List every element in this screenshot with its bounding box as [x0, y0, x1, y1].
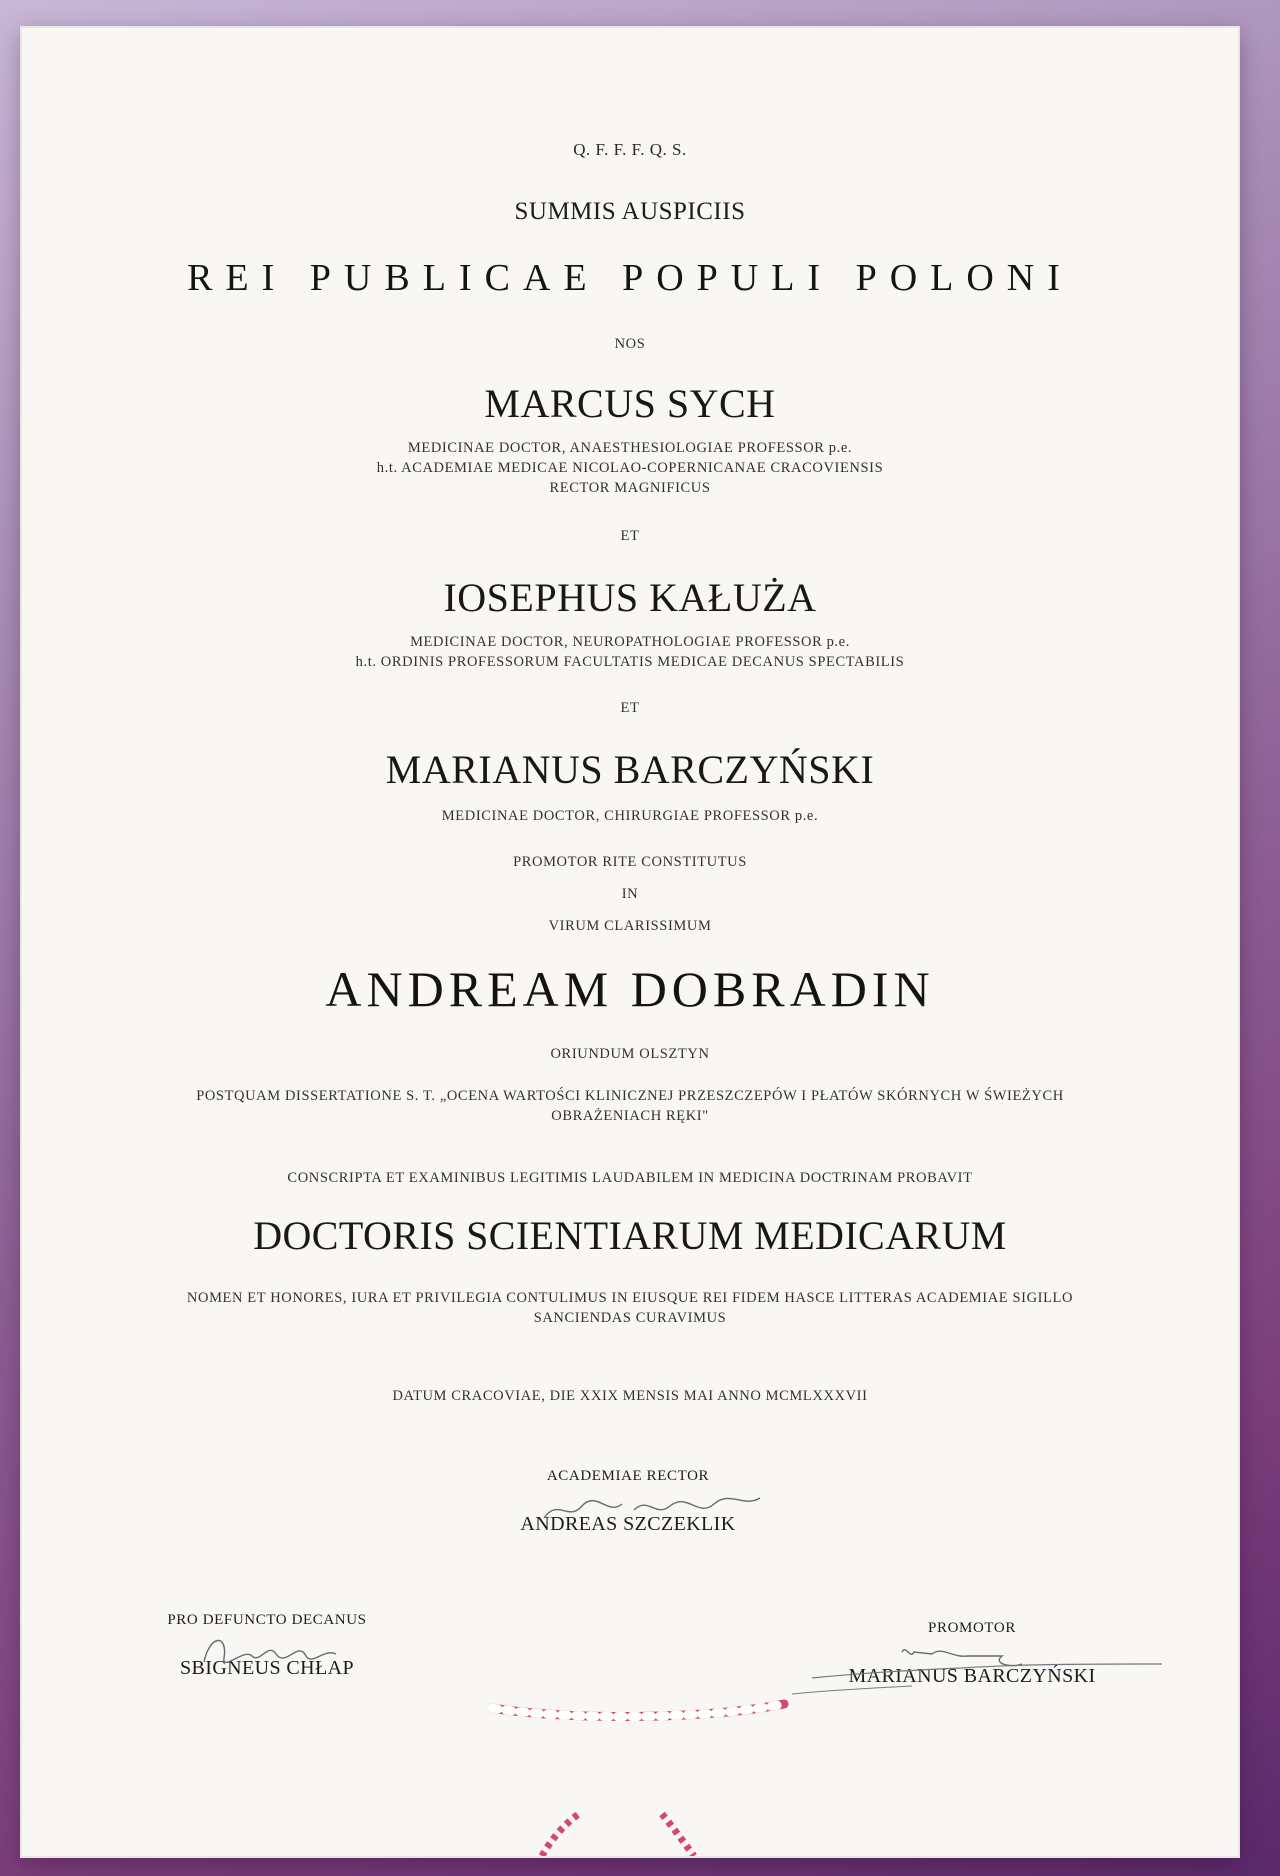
rector-signature-name: ANDREAS SZCZEKLIK	[520, 1513, 736, 1535]
auspices-line: SUMMIS AUSPICIIS	[514, 198, 746, 225]
promotor-handwritten-signature	[792, 1634, 1172, 1704]
et-connector: ET	[620, 528, 640, 544]
promotor-name: MARIANUS BARCZYŃSKI	[385, 747, 875, 792]
rector-title-3: RECTOR MAGNIFICUS	[549, 480, 711, 496]
nomen-line-2: SANCIENDAS CURAVIMUS	[533, 1310, 727, 1326]
nomen-line-1: NOMEN ET HONORES, IURA ET PRIVILEGIA CONTULIMUS IN EIUSQUE REI FIDEM HASCE LITTERAS ACADEMIAE SIGILLO	[186, 1290, 1074, 1306]
promotor-constituted: PROMOTOR RITE CONSTITUTUS	[513, 854, 747, 870]
dean-handwritten-signature	[194, 1628, 344, 1678]
et-connector: ET	[620, 700, 640, 716]
rector-signature-role: ACADEMIAE RECTOR	[546, 1468, 710, 1484]
nos-line: NOS	[614, 336, 646, 352]
seal-cord	[484, 1692, 794, 1724]
dissertation-line-2: OBRAŻENIACH RĘKI"	[551, 1108, 709, 1124]
recipient-name: ANDREAM DOBRADIN	[325, 961, 935, 1017]
conscripta-line: CONSCRIPTA ET EXAMINIBUS LEGITIMIS LAUDABILEM IN MEDICINA DOCTRINAM PROBAVIT	[287, 1170, 973, 1186]
rector-name: MARCUS SYCH	[484, 381, 776, 426]
dean-title-1: MEDICINAE DOCTOR, NEUROPATHOLOGIAE PROFESSOR p.e.	[410, 634, 850, 650]
promotor-signature-name: MARIANUS BARCZYŃSKI	[848, 1665, 1096, 1687]
recipient-origin: ORIUNDUM OLSZTYN	[550, 1046, 710, 1062]
rector-title-2: h.t. ACADEMIAE MEDICAE NICOLAO-COPERNICANAE CRACOVIENSIS	[376, 460, 884, 476]
seal-cord-ends	[522, 1808, 722, 1856]
republic-title: REI PUBLICAE POPULI POLONI	[187, 257, 1073, 299]
date-line: DATUM CRACOVIAE, DIE XXIX MENSIS MAI ANNO MCMLXXXVII	[392, 1388, 868, 1404]
promotor-signature-role: PROMOTOR	[928, 1620, 1016, 1636]
virum-line: VIRUM CLARISSIMUM	[548, 918, 712, 934]
dean-signature-name: SBIGNEUS CHŁAP	[180, 1657, 354, 1679]
dissertation-line-1: POSTQUAM DISSERTATIONE S. T. „OCENA WARTOŚCI KLINICZNEJ PRZESZCZEPÓW I PŁATÓW SKÓRNYCH W ŚWIEŻYCH	[196, 1088, 1064, 1104]
degree-title: DOCTORIS SCIENTIARUM MEDICARUM	[253, 1213, 1007, 1258]
rector-title-1: MEDICINAE DOCTOR, ANAESTHESIOLOGIAE PROFESSOR p.e.	[407, 440, 853, 456]
in-line: IN	[621, 886, 639, 902]
abbreviation-header: Q. F. F. F. Q. S.	[573, 140, 687, 159]
promotor-title: MEDICINAE DOCTOR, CHIRURGIAE PROFESSOR p.e.	[441, 808, 819, 824]
dean-name: IOSEPHUS KAŁUŻA	[443, 575, 817, 620]
dean-title-2: h.t. ORDINIS PROFESSORUM FACULTATIS MEDICAE DECANUS SPECTABILIS	[355, 654, 905, 670]
rector-handwritten-signature	[538, 1488, 768, 1528]
dean-signature-role: PRO DEFUNCTO DECANUS	[167, 1612, 367, 1628]
diploma-sheet	[22, 28, 1238, 1856]
